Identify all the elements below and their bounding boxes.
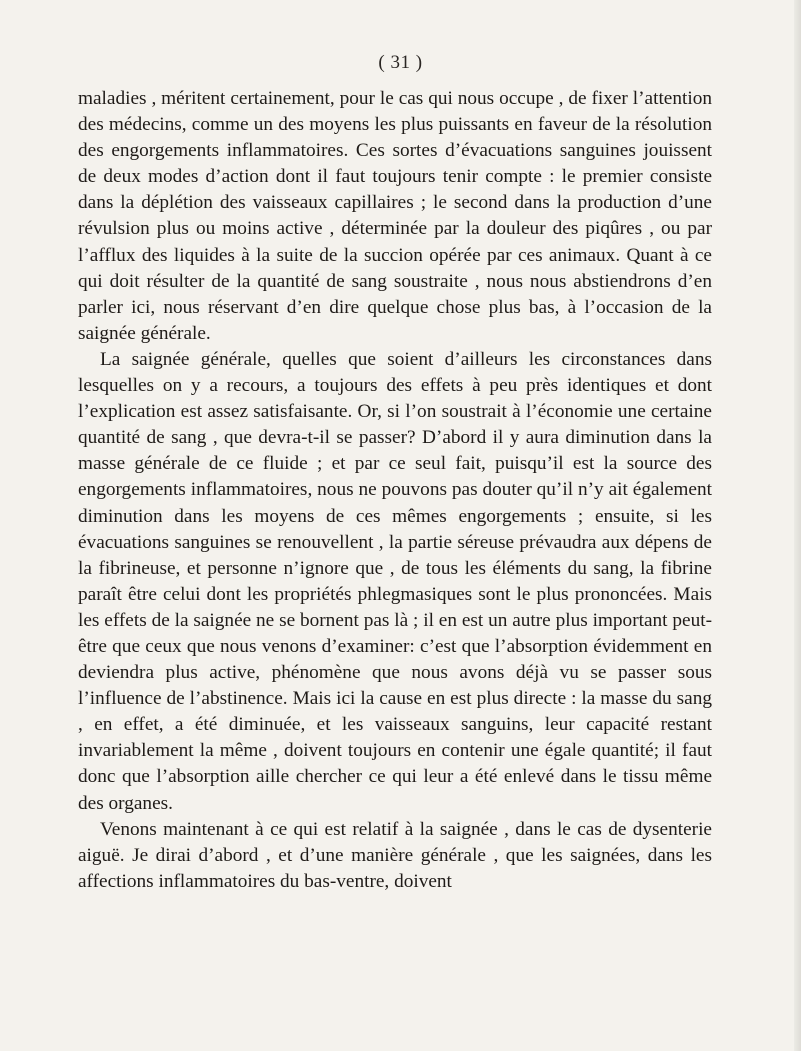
paragraph-2: La saignée générale, quelles que soient d’ailleurs les circonstances dans lesquelles on y a recours, a toujours des effets à peu près identiques et dont l’explication est assez satisfaisante. Or, si l’on soustrait à l’économie une certaine quantité de sang , que devra-t-il se passer? D’abord il y aura diminution dans la masse générale de ce fluide ; et par ce seul fait, puisqu’il est la source des engorgements inflammatoires, nous ne pouvons pas douter qu’il n’y ait également diminution dans les moyens de ces mêmes engorgements ; ensuite, si les évacuations sanguines se renouvellent , la partie séreuse prévaudra aux dépens de la fibrineuse, et personne n’ignore que , de tous les éléments du sang, la fibrine paraît être celui dont les propriétés phlegmasiques sont le plus prononcées. Mais les effets de la saignée ne se bornent pas là ; il en est un autre plus important peut-être que ceux que nous venons d’examiner: c’est que l’absorption évidemment en deviendra plus active, phénomène que nous avons déjà vu se passer sous l’influence de l’abstinence. Mais ici la cause en est plus directe : la masse du sang , en effet, a été diminuée, et les vaisseaux sanguins, leur capacité restant invariablement la même , doivent toujours en contenir une égale quantité; il faut donc que l’absorption aille chercher ce qui leur a été enlevé dans le tissu même des organes.: [78, 348, 712, 814]
page-number: ( 31 ): [378, 52, 423, 73]
paragraph-1: maladies , méritent certainement, pour le cas qui nous occupe , de fixer l’attention des médecins, comme un des moyens les plus puissants en faveur de la résolution des engorgements inflammatoires. Ces sortes d’évacuations sanguines jouissent de deux modes d’action dont il faut toujours tenir compte : le premier consiste dans la déplétion des vaisseaux capillaires ; le second dans la production d’une révulsion plus ou moins active , déterminée par la douleur des piqûres , ou par l’afflux des liquides à la suite de la succion opérée par ces animaux. Quant à ce qui doit résulter de la quantité de sang soustraite , nous nous abstiendrons d’en parler ici, nous réservant d’en dire quelque chose plus bas, à l’occasion de la saignée générale.: [78, 88, 712, 344]
paragraph-3: Venons maintenant à ce qui est relatif à la saignée , dans le cas de dysenterie aiguë. Je dirai d’abord , et d’une manière générale , que les saignées, dans les affections inflammatoires du bas-ventre, doivent: [78, 818, 712, 892]
page-edge: [794, 0, 801, 1051]
body-text: [78, 86, 712, 895]
